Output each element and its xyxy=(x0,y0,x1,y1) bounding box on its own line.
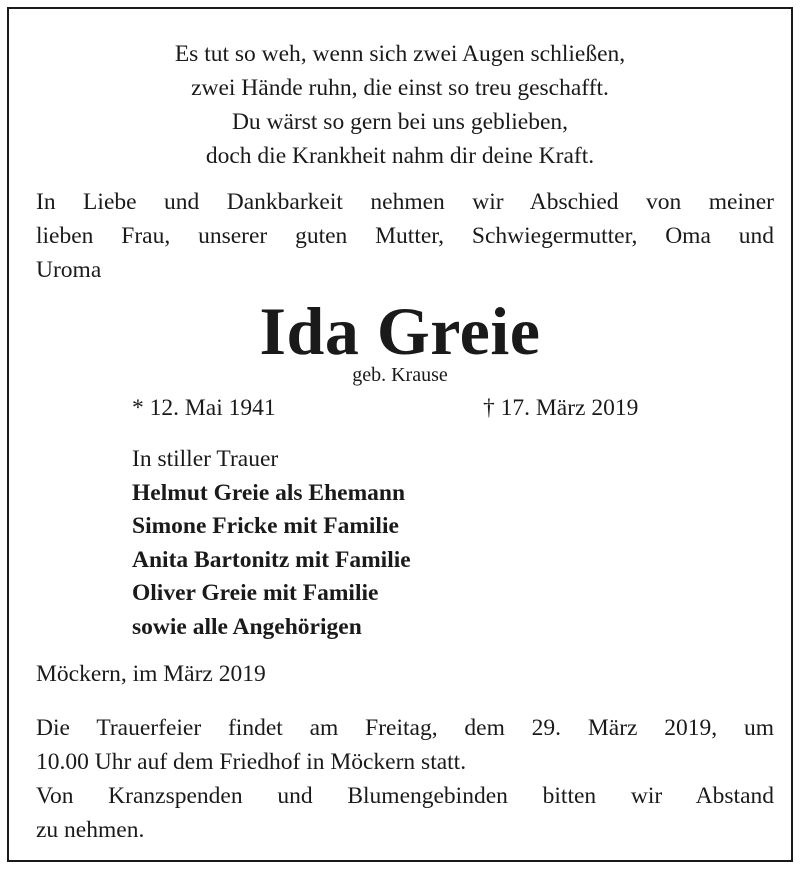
intro-line: Uroma xyxy=(36,257,102,283)
poem-line: doch die Krankheit nahm dir deine Kraft. xyxy=(205,143,595,169)
poem-line: Du wärst so gern bei uns geblieben, xyxy=(231,109,569,135)
death-date: † 17. März 2019 xyxy=(483,395,639,421)
obituary-frame xyxy=(7,7,793,862)
place-date: Möckern, im März 2019 xyxy=(36,661,266,687)
poem-line: Es tut so weh, wenn sich zwei Augen schließen, xyxy=(174,41,626,67)
intro-line: lieben Frau, unserer guten Mutter, Schwiegermutter, Oma und xyxy=(36,223,774,249)
funeral-line: Die Trauerfeier findet am Freitag, dem 29. März 2019, um xyxy=(36,715,774,741)
maiden-name: geb. Krause xyxy=(352,364,448,386)
intro-text xyxy=(36,185,774,287)
intro-line: In Liebe und Dankbarkeit nehmen wir Abschied von meiner xyxy=(36,189,774,215)
memorial-poem xyxy=(9,37,791,173)
funeral-line: zu nehmen. xyxy=(36,817,145,843)
mourner-name: sowie alle Angehörigen xyxy=(132,613,362,640)
mourners-heading: In stiller Trauer xyxy=(132,446,279,472)
birth-date: * 12. Mai 1941 xyxy=(132,395,276,421)
poem-line: zwei Hände ruhn, die einst so treu geschafft. xyxy=(191,75,609,101)
funeral-line: 10.00 Uhr auf dem Friedhof in Möckern statt. xyxy=(36,749,467,775)
mourner-name: Anita Bartonitz mit Familie xyxy=(132,546,411,573)
mourner-name: Simone Fricke mit Familie xyxy=(132,513,399,539)
mourners-list xyxy=(132,443,411,644)
mourner-name: Helmut Greie als Ehemann xyxy=(132,479,406,506)
funeral-notice xyxy=(36,711,774,847)
funeral-line: Von Kranzspenden und Blumengebinden bitten wir Abstand xyxy=(36,783,774,809)
mourner-name: Oliver Greie mit Familie xyxy=(132,580,379,606)
deceased-name: Ida Greie xyxy=(259,293,541,369)
